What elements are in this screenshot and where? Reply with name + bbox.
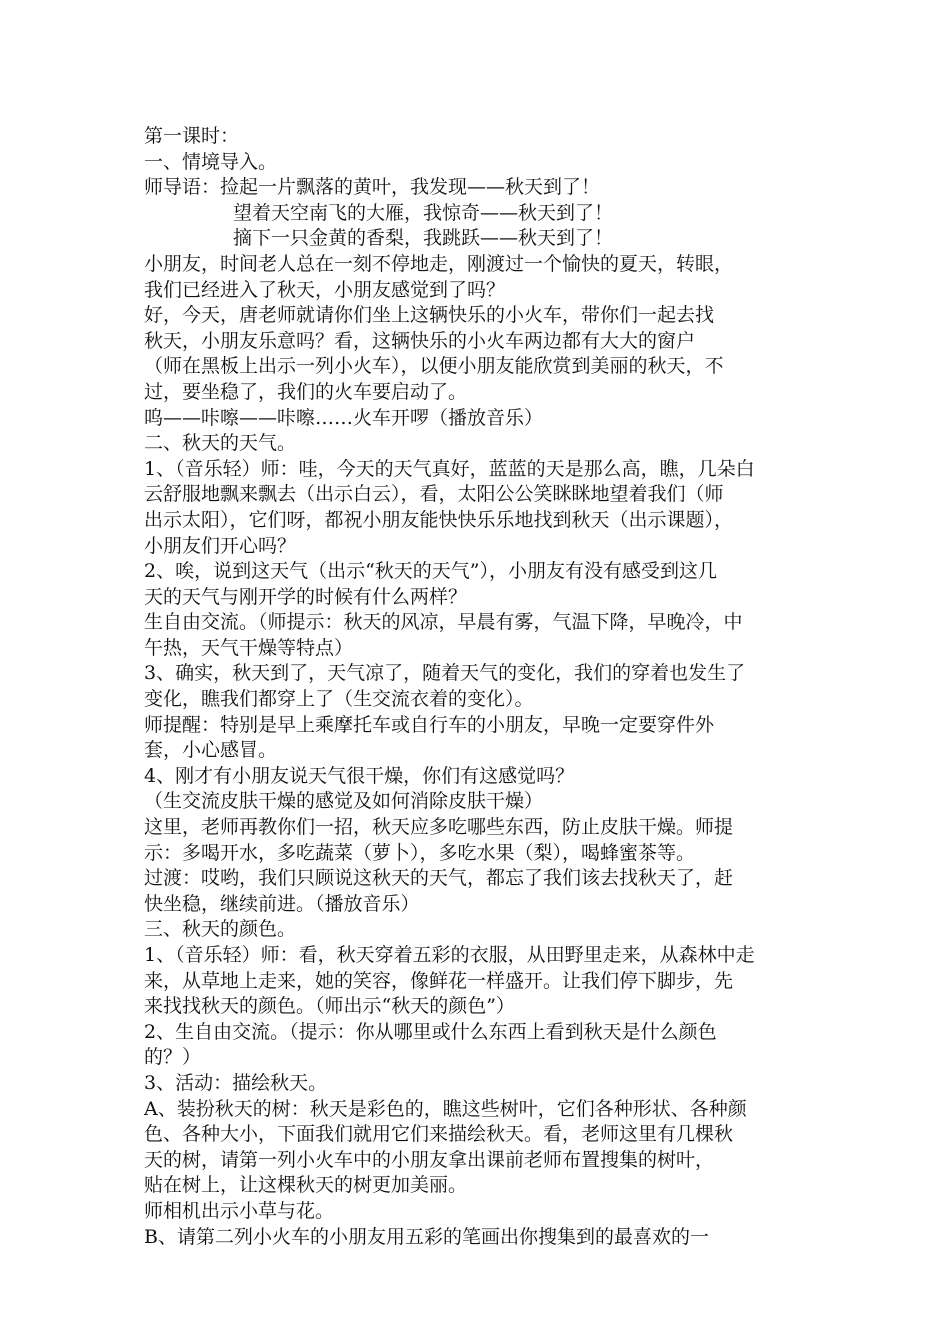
text-line: 云舒服地飘来飘去（出示白云），看，太阳公公笑眯眯地望着我们（师: [144, 483, 724, 506]
text-line: 师导语：捡起一片飘落的黄叶，我发现——秋天到了！: [144, 176, 601, 199]
text-line: 呜——咔嚓——咔嚓……火车开啰（播放音乐）: [144, 406, 544, 429]
text-line: 1、（音乐轻）师：看，秋天穿着五彩的衣服，从田野里走来，从森林中走: [144, 944, 755, 966]
text-line: 2、唉，说到这天气（出示“秋天的天气”），小朋友有没有感受到这几: [144, 560, 718, 583]
text-line: 贴在树上，让这棵秋天的树更加美丽。: [144, 1174, 468, 1197]
lesson-heading: 第一课时：: [144, 125, 240, 147]
text-line: 生自由交流。（师提示：秋天的风凉，早晨有雾，气温下降，早晚冷，中: [144, 611, 743, 634]
text-line: 4、刚才有小朋友说天气很干燥，你们有这感觉吗？: [144, 764, 575, 787]
text-line: 望着天空南飞的大雁，我惊奇——秋天到了！: [233, 201, 614, 224]
text-line: 2、生自由交流。（提示：你从哪里或什么东西上看到秋天是什么颜色: [144, 1020, 717, 1043]
text-line: 的？）: [144, 1046, 202, 1069]
text-line: 来找找秋天的颜色。（师出示“秋天的颜色”）: [144, 995, 515, 1018]
text-line: 秋天，小朋友乐意吗？看，这辆快乐的小火车两边都有大大的窗户: [144, 329, 696, 352]
text-line: 天的天气与刚开学的时候有什么两样？: [144, 585, 468, 608]
text-line: 师提醒：特别是早上乘摩托车或自行车的小朋友，早晚一定要穿件外: [144, 713, 715, 736]
text-line: 3、确实，秋天到了，天气凉了，随着天气的变化，我们的穿着也发生了: [144, 662, 746, 685]
text-line: B、请第二列小火车的小朋友用五彩的笔画出你搜集到的最喜欢的一: [144, 1225, 709, 1248]
text-line: （师在黑板上出示一列小火车），以便小朋友能欣赏到美丽的秋天，不: [144, 355, 724, 378]
text-line: （生交流皮肤干燥的感觉及如何消除皮肤干燥）: [144, 790, 544, 813]
section-heading: 一、情境导入。: [144, 150, 278, 173]
text-line: 色、各种大小，下面我们就用它们来描绘秋天。看，老师这里有几棵秋: [144, 1123, 734, 1146]
text-line: 来，从草地上走来，她的笑容，像鲜花一样盛开。让我们停下脚步，先: [144, 969, 734, 992]
text-line: 快坐稳，继续前进。（播放音乐）: [144, 892, 420, 915]
text-line: 天的树，请第一列小火车中的小朋友拿出课前老师布置搜集的树叶，: [144, 1148, 715, 1171]
text-line: 3、活动：描绘秋天。: [144, 1071, 328, 1094]
text-line: A、装扮秋天的树：秋天是彩色的，瞧这些树叶，它们各种形状、各种颜: [144, 1097, 747, 1120]
text-line: 小朋友们开心吗？: [144, 534, 297, 557]
text-line: 我们已经进入了秋天，小朋友感觉到了吗？: [144, 278, 506, 301]
text-line: 小朋友，时间老人总在一刻不停地走，刚渡过一个愉快的夏天，转眼，: [144, 252, 734, 275]
text-line: 1、（音乐轻）师：哇，今天的天气真好，蓝蓝的天是那么高，瞧，几朵白: [144, 457, 755, 480]
document-body: [144, 124, 808, 1250]
text-line: 午热，天气干燥等特点）: [144, 636, 354, 659]
section-heading: 三、秋天的颜色。: [144, 918, 297, 941]
section-heading: 二、秋天的天气。: [144, 432, 297, 455]
text-line: 套，小心感冒。: [144, 739, 278, 762]
text-line: 过渡：哎哟，我们只顾说这秋天的天气，都忘了我们该去找秋天了，赶: [144, 867, 734, 890]
text-line: 示：多喝开水，多吃蔬菜（萝卜），多吃水果（梨），喝蜂蜜茶等。: [144, 841, 696, 864]
text-line: 师相机出示小草与花。: [144, 1199, 335, 1222]
text-line: 摘下一只金黄的香梨，我跳跃——秋天到了！: [233, 227, 614, 250]
text-line: 出示太阳），它们呀，都祝小朋友能快快乐乐地找到秋天（出示课题），: [144, 508, 734, 531]
text-line: 好，今天，唐老师就请你们坐上这辆快乐的小火车，带你们一起去找: [144, 304, 715, 327]
text-line: 变化，瞧我们都穿上了（生交流衣着的变化）。: [144, 688, 534, 711]
text-line: 过，要坐稳了，我们的火车要启动了。: [144, 380, 468, 403]
text-line: 这里，老师再教你们一招，秋天应多吃哪些东西，防止皮肤干燥。师提: [144, 816, 734, 839]
